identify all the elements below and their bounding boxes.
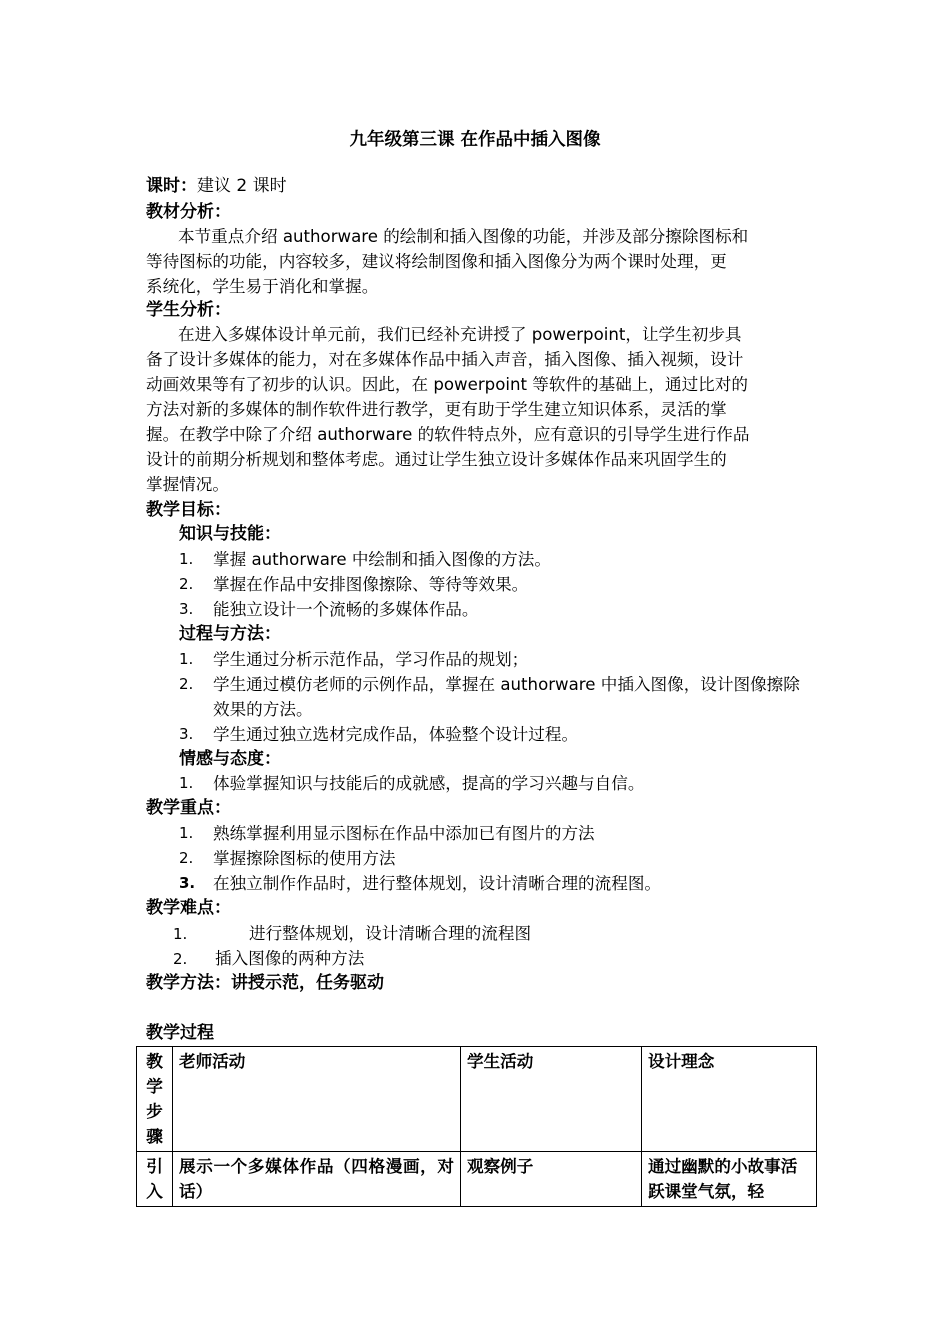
table-header-row — [137, 1047, 817, 1152]
process-goal-item: 2. 学生通过模仿老师的示例作品，掌握在 authorware 中插入图像，设计图像擦除效果的方法。 — [179, 675, 800, 719]
header-step: 教学步骤 — [137, 1047, 173, 1152]
process-table — [136, 1046, 817, 1207]
process-heading: 教学过程 — [146, 1023, 214, 1043]
material-heading: 教材分析： — [146, 202, 231, 222]
table-row — [137, 1152, 817, 1207]
cell-teacher: 展示一个多媒体作品（四格漫画，对话） — [173, 1152, 461, 1207]
hours-line — [146, 174, 287, 198]
hours-value: 建议 2 课时 — [197, 176, 287, 196]
keypoint-item: 1. 熟练掌握利用显示图标在作品中添加已有图片的方法 — [179, 824, 595, 843]
cell-design: 通过幽默的小故事活跃课堂气氛，轻 — [642, 1152, 817, 1207]
students-line: 备了设计多媒体的能力，对在多媒体作品中插入声音，插入图像、插入视频，设计 — [146, 350, 744, 369]
cell-step: 引入 — [137, 1152, 173, 1207]
students-line: 动画效果等有了初步的认识。因此，在 powerpoint 等软件的基础上，通过比对的 — [146, 375, 748, 394]
material-line: 本节重点介绍 authorware 的绘制和插入图像的功能，并涉及部分擦除图标和 — [178, 227, 749, 246]
knowledge-item: 3. 能独立设计一个流畅的多媒体作品。 — [179, 600, 479, 619]
material-line: 等待图标的功能，内容较多，建议将绘制图像和插入图像分为两个课时处理，更 — [146, 252, 727, 271]
difficulty-item: 2. 插入图像的两种方法 — [173, 949, 365, 968]
teaching-method: 教学方法：讲授示范，任务驱动 — [146, 973, 384, 993]
students-heading: 学生分析： — [146, 300, 231, 320]
students-line: 方法对新的多媒体的制作软件进行教学，更有助于学生建立知识体系，灵活的掌 — [146, 400, 727, 419]
knowledge-item: 1. 掌握 authorware 中绘制和插入图像的方法。 — [179, 550, 551, 569]
keypoints-heading: 教学重点： — [146, 798, 231, 818]
header-design: 设计理念 — [642, 1047, 817, 1152]
header-teacher: 老师活动 — [173, 1047, 461, 1152]
process-goal-item: 3. 学生通过独立选材完成作品，体验整个设计过程。 — [179, 725, 579, 744]
emotion-item: 1. 体验掌握知识与技能后的成就感，提高的学习兴趣与自信。 — [179, 774, 645, 793]
knowledge-heading: 知识与技能： — [179, 524, 281, 544]
knowledge-item: 2. 掌握在作品中安排图像擦除、等待等效果。 — [179, 575, 529, 594]
hours-label: 课时： — [146, 176, 197, 196]
students-line: 设计的前期分析规划和整体考虑。通过让学生独立设计多媒体作品来巩固学生的 — [146, 450, 727, 469]
students-line: 掌握情况。 — [146, 475, 229, 494]
material-paragraph — [146, 224, 808, 299]
process-goals-heading: 过程与方法： — [179, 624, 281, 644]
process-goal-item: 1. 学生通过分析示范作品，学习作品的规划； — [179, 650, 529, 669]
cell-student: 观察例子 — [461, 1152, 642, 1207]
difficulty-item: 1. 进行整体规划，设计清晰合理的流程图 — [173, 924, 532, 943]
keypoint-item: 3. 在独立制作作品时，进行整体规划，设计清晰合理的流程图。 — [179, 874, 662, 893]
students-paragraph — [146, 322, 808, 497]
material-line: 系统化，学生易于消化和掌握。 — [146, 277, 379, 296]
goals-heading: 教学目标： — [146, 500, 231, 520]
header-student: 学生活动 — [461, 1047, 642, 1152]
difficulties-heading: 教学难点： — [146, 898, 231, 918]
students-line: 握。在教学中除了介绍 authorware 的软件特点外，应有意识的引导学生进行作品 — [146, 425, 750, 444]
page-title: 九年级第三课 在作品中插入图像 — [349, 130, 601, 150]
students-line: 在进入多媒体设计单元前，我们已经补充讲授了 powerpoint，让学生初步具 — [178, 325, 742, 344]
keypoint-item: 2. 掌握擦除图标的使用方法 — [179, 849, 396, 868]
emotion-heading: 情感与态度： — [179, 749, 281, 769]
